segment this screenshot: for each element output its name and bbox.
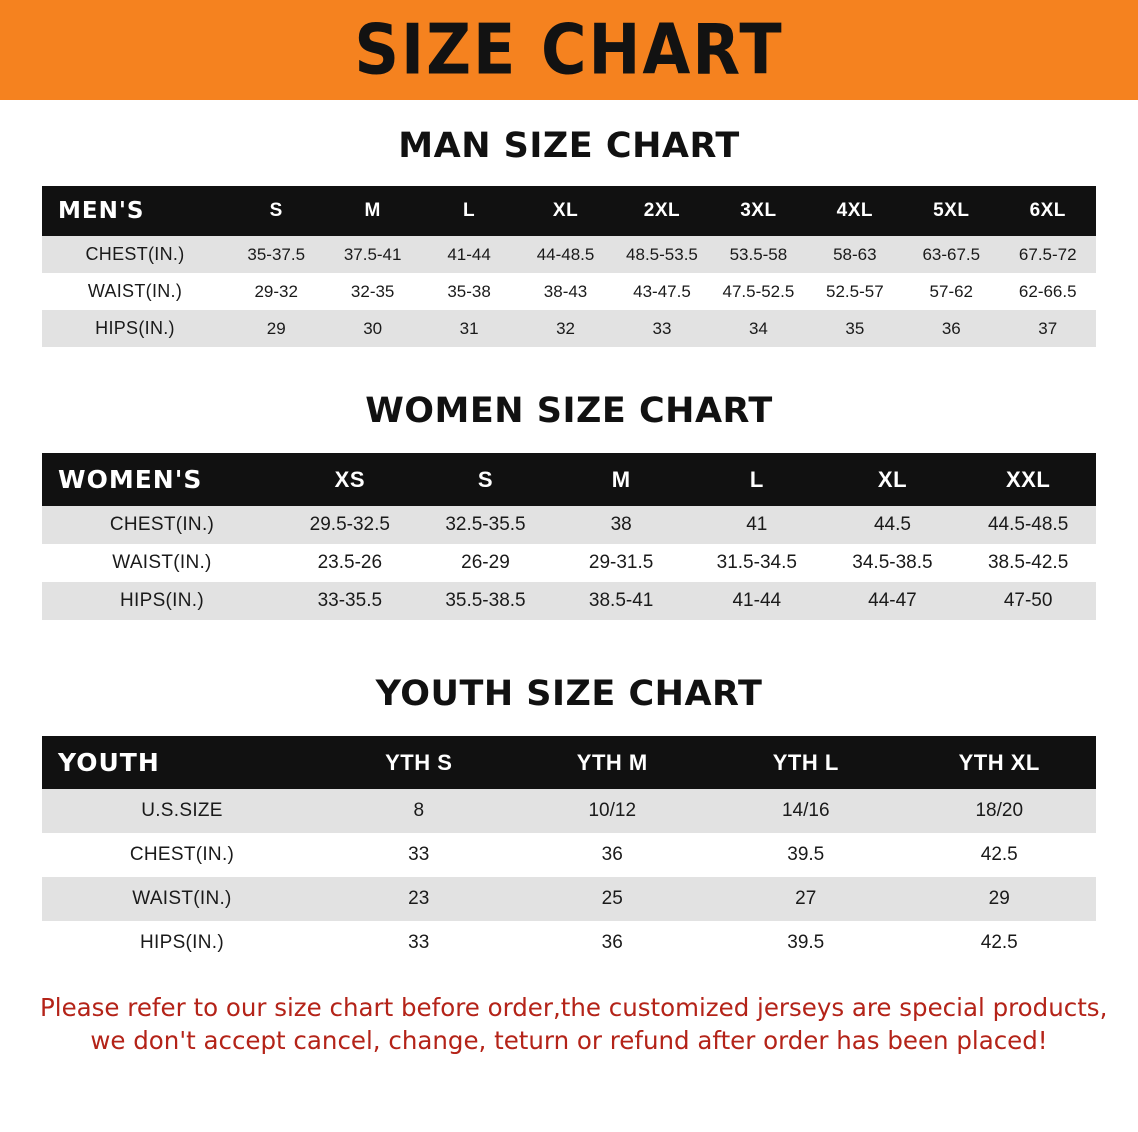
youth-chest-l: 39.5	[709, 833, 903, 877]
men-col-xl: XL	[552, 200, 579, 221]
men-size-table	[42, 186, 1096, 347]
youth-waist-l: 27	[709, 877, 903, 921]
men-col-5xl: 5XL	[933, 200, 970, 221]
men-waist-2xl: 43-47.5	[614, 273, 710, 310]
men-hips-6xl: 37	[1000, 310, 1097, 347]
women-col-m: M	[611, 466, 631, 492]
men-table-corner: MEN'S	[58, 198, 145, 224]
table-row	[42, 789, 1096, 833]
youth-size-table	[42, 736, 1096, 965]
men-hips-l: 31	[421, 310, 517, 347]
youth-hips-m: 36	[516, 921, 710, 965]
men-waist-5xl: 57-62	[903, 273, 999, 310]
women-col-xs: XS	[334, 466, 365, 492]
women-waist-xs: 23.5-26	[282, 544, 418, 582]
men-waist-l: 35-38	[421, 273, 517, 310]
men-waist-m: 32-35	[324, 273, 420, 310]
youth-ussize-xl: 18/20	[903, 789, 1097, 833]
women-row-label-hips: HIPS(IN.)	[42, 582, 282, 620]
youth-hips-s: 33	[322, 921, 516, 965]
table-row	[42, 506, 1096, 544]
women-chest-xl: 44.5	[825, 506, 961, 544]
youth-chest-s: 33	[322, 833, 516, 877]
men-col-l: L	[463, 200, 476, 221]
youth-row-label-ussize: U.S.SIZE	[42, 789, 322, 833]
women-hips-xl: 44-47	[825, 582, 961, 620]
table-header-row	[42, 736, 1096, 789]
table-row	[42, 273, 1096, 310]
youth-chest-xl: 42.5	[903, 833, 1097, 877]
men-row-label-waist: WAIST(IN.)	[42, 273, 228, 310]
table-row	[42, 921, 1096, 965]
youth-section-heading: YOUTH SIZE CHART	[375, 674, 763, 714]
men-col-6xl: 6XL	[1029, 200, 1066, 221]
women-waist-m: 29-31.5	[553, 544, 689, 582]
men-waist-4xl: 52.5-57	[807, 273, 903, 310]
women-col-s: S	[477, 466, 494, 492]
youth-col-yth-s: YTH S	[385, 749, 453, 775]
women-row-label-waist: WAIST(IN.)	[42, 544, 282, 582]
women-waist-l: 31.5-34.5	[689, 544, 825, 582]
women-size-table	[42, 453, 1096, 620]
women-table-wrapper	[42, 453, 1096, 620]
men-hips-s: 29	[228, 310, 324, 347]
table-header-row	[42, 453, 1096, 506]
youth-row-label-chest: CHEST(IN.)	[42, 833, 322, 877]
youth-ussize-m: 10/12	[516, 789, 710, 833]
women-waist-s: 26-29	[418, 544, 554, 582]
women-section-heading: WOMEN SIZE CHART	[365, 391, 773, 431]
men-chest-4xl: 58-63	[807, 236, 903, 273]
men-hips-2xl: 33	[614, 310, 710, 347]
page-banner	[0, 0, 1138, 100]
men-hips-4xl: 35	[807, 310, 903, 347]
men-hips-m: 30	[324, 310, 420, 347]
women-chest-s: 32.5-35.5	[418, 506, 554, 544]
youth-row-label-hips: HIPS(IN.)	[42, 921, 322, 965]
women-hips-l: 41-44	[689, 582, 825, 620]
men-chest-5xl: 63-67.5	[903, 236, 999, 273]
men-hips-5xl: 36	[903, 310, 999, 347]
youth-col-yth-m: YTH M	[576, 749, 648, 775]
men-waist-s: 29-32	[228, 273, 324, 310]
table-row	[42, 236, 1096, 273]
men-waist-xl: 38-43	[517, 273, 613, 310]
women-row-label-chest: CHEST(IN.)	[42, 506, 282, 544]
youth-col-yth-xl: YTH XL	[958, 749, 1040, 775]
women-col-xxl: XXL	[1005, 466, 1051, 492]
women-chest-l: 41	[689, 506, 825, 544]
table-row	[42, 544, 1096, 582]
table-row	[42, 310, 1096, 347]
men-row-label-chest: CHEST(IN.)	[42, 236, 228, 273]
table-row	[42, 582, 1096, 620]
women-hips-xs: 33-35.5	[282, 582, 418, 620]
women-waist-xl: 34.5-38.5	[825, 544, 961, 582]
men-col-m: M	[364, 200, 381, 221]
men-col-2xl: 2XL	[643, 200, 681, 221]
men-section-heading: MAN SIZE CHART	[398, 126, 740, 166]
youth-hips-l: 39.5	[709, 921, 903, 965]
men-hips-3xl: 34	[710, 310, 806, 347]
table-header-row	[42, 186, 1096, 236]
women-chest-xxl: 44.5-48.5	[960, 506, 1096, 544]
table-row	[42, 877, 1096, 921]
men-chest-3xl: 53.5-58	[710, 236, 806, 273]
women-hips-m: 38.5-41	[553, 582, 689, 620]
men-row-label-hips: HIPS(IN.)	[42, 310, 228, 347]
men-waist-3xl: 47.5-52.5	[710, 273, 806, 310]
men-chest-2xl: 48.5-53.5	[614, 236, 710, 273]
men-hips-xl: 32	[517, 310, 613, 347]
women-waist-xxl: 38.5-42.5	[960, 544, 1096, 582]
youth-chest-m: 36	[516, 833, 710, 877]
youth-hips-xl: 42.5	[903, 921, 1097, 965]
youth-waist-s: 23	[322, 877, 516, 921]
policy-note	[40, 991, 1108, 1057]
youth-ussize-s: 8	[322, 789, 516, 833]
men-col-3xl: 3XL	[740, 200, 777, 221]
youth-waist-m: 25	[516, 877, 710, 921]
women-hips-xxl: 47-50	[960, 582, 1096, 620]
men-chest-m: 37.5-41	[324, 236, 420, 273]
women-table-corner: WOMEN'S	[58, 465, 203, 494]
women-hips-s: 35.5-38.5	[418, 582, 554, 620]
men-chest-6xl: 67.5-72	[1000, 236, 1097, 273]
youth-ussize-l: 14/16	[709, 789, 903, 833]
page-title: SIZE CHART	[354, 8, 784, 91]
table-row	[42, 833, 1096, 877]
women-col-l: L	[749, 466, 764, 492]
women-chest-xs: 29.5-32.5	[282, 506, 418, 544]
youth-table-wrapper	[42, 736, 1096, 965]
policy-note-line-2: we don't accept cancel, change, teturn or refund after order has been placed!	[90, 1026, 1048, 1056]
youth-table-corner: YOUTH	[58, 748, 160, 777]
policy-note-line-1: Please refer to our size chart before order,the customized jerseys are special products,	[40, 993, 1108, 1022]
women-col-xl: XL	[877, 466, 908, 492]
men-chest-xl: 44-48.5	[517, 236, 613, 273]
men-chest-s: 35-37.5	[228, 236, 324, 273]
youth-waist-xl: 29	[903, 877, 1097, 921]
women-chest-m: 38	[553, 506, 689, 544]
men-chest-l: 41-44	[421, 236, 517, 273]
youth-row-label-waist: WAIST(IN.)	[42, 877, 322, 921]
men-col-s: S	[269, 200, 283, 221]
men-col-4xl: 4XL	[836, 200, 874, 221]
men-waist-6xl: 62-66.5	[1000, 273, 1097, 310]
youth-col-yth-l: YTH L	[772, 749, 839, 775]
men-table-wrapper	[42, 186, 1096, 347]
